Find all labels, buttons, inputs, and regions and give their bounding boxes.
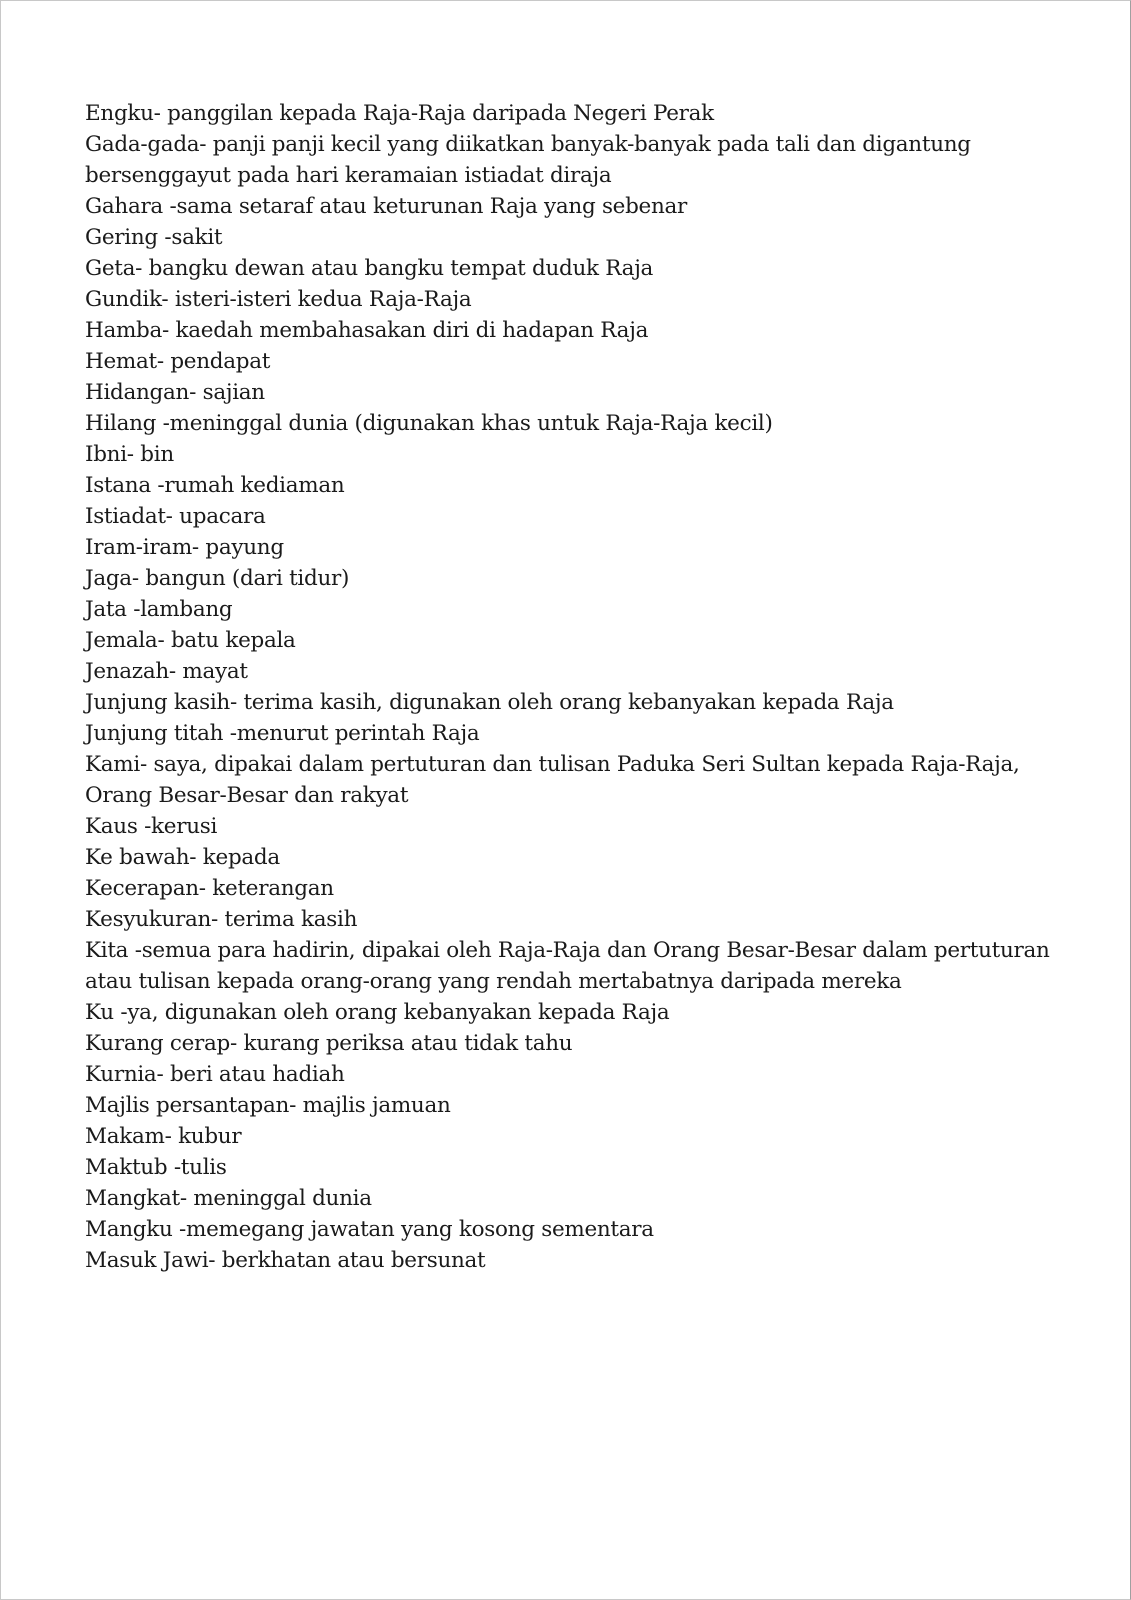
glossary-entry-kesyukuran: Kesyukuran- terima kasih <box>85 907 358 932</box>
glossary-entry-istiadat: Istiadat- upacara <box>85 504 266 529</box>
glossary-entry-gahara: Gahara -sama setaraf atau keturunan Raja yang sebenar <box>85 194 688 219</box>
glossary-entry-jata: Jata -lambang <box>85 597 233 622</box>
glossary-entry-kurnia: Kurnia- beri atau hadiah <box>85 1062 345 1087</box>
glossary-list <box>85 98 1065 1276</box>
glossary-entry-iram-iram: Iram-iram- payung <box>85 535 284 560</box>
glossary-entry-kecerapan: Kecerapan- keterangan <box>85 876 334 901</box>
glossary-entry-jemala: Jemala- batu kepala <box>85 628 296 653</box>
glossary-entry-junjung-titah: Junjung titah -menurut perintah Raja <box>85 721 480 746</box>
glossary-entry-istana: Istana -rumah kediaman <box>85 473 345 498</box>
glossary-entry-hamba: Hamba- kaedah membahasakan diri di hadapan Raja <box>85 318 649 343</box>
glossary-entry-maktub: Maktub -tulis <box>85 1155 227 1180</box>
glossary-entry-ku: Ku -ya, digunakan oleh orang kebanyakan kepada Raja <box>85 1000 670 1025</box>
glossary-entry-mangku: Mangku -memegang jawatan yang kosong sementara <box>85 1217 654 1242</box>
glossary-entry-junjung-kasih: Junjung kasih- terima kasih, digunakan oleh orang kebanyakan kepada Raja <box>85 690 894 715</box>
glossary-entry-kaus: Kaus -kerusi <box>85 814 218 839</box>
glossary-entry-hemat: Hemat- pendapat <box>85 349 271 374</box>
glossary-entry-kita: Kita -semua para hadirin, dipakai oleh Raja-Raja dan Orang Besar-Besar dalam pertuturan atau tulisan kepada orang-orang yang rendah mertabatnya daripada mereka <box>85 938 1050 994</box>
glossary-entry-kurang-cerap: Kurang cerap- kurang periksa atau tidak tahu <box>85 1031 573 1056</box>
glossary-entry-jaga: Jaga- bangun (dari tidur) <box>85 566 350 591</box>
glossary-entry-engku: Engku- panggilan kepada Raja-Raja daripada Negeri Perak <box>85 101 714 126</box>
glossary-entry-gundik: Gundik- isteri-isteri kedua Raja-Raja <box>85 287 472 312</box>
glossary-entry-ibni: Ibni- bin <box>85 442 174 467</box>
glossary-entry-mangkat: Mangkat- meninggal dunia <box>85 1186 372 1211</box>
glossary-entry-hilang: Hilang -meninggal dunia (digunakan khas untuk Raja-Raja kecil) <box>85 411 773 436</box>
glossary-entry-makam: Makam- kubur <box>85 1124 242 1149</box>
glossary-entry-gering: Gering -sakit <box>85 225 223 250</box>
glossary-entry-majlis-persantapan: Majlis persantapan- majlis jamuan <box>85 1093 451 1118</box>
glossary-entry-gada-gada: Gada-gada- panji panji kecil yang diikatkan banyak-banyak pada tali dan digantung bersenggayut pada hari keramaian istiadat diraja <box>85 132 971 188</box>
glossary-entry-hidangan: Hidangan- sajian <box>85 380 265 405</box>
glossary-entry-kami: Kami- saya, dipakai dalam pertuturan dan tulisan Paduka Seri Sultan kepada Raja-Raja, Orang Besar-Besar dan rakyat <box>85 752 1020 808</box>
glossary-entry-ke-bawah: Ke bawah- kepada <box>85 845 280 870</box>
glossary-entry-jenazah: Jenazah- mayat <box>85 659 248 684</box>
glossary-entry-masuk-jawi: Masuk Jawi- berkhatan atau bersunat <box>85 1248 486 1273</box>
glossary-entry-geta: Geta- bangku dewan atau bangku tempat duduk Raja <box>85 256 654 281</box>
